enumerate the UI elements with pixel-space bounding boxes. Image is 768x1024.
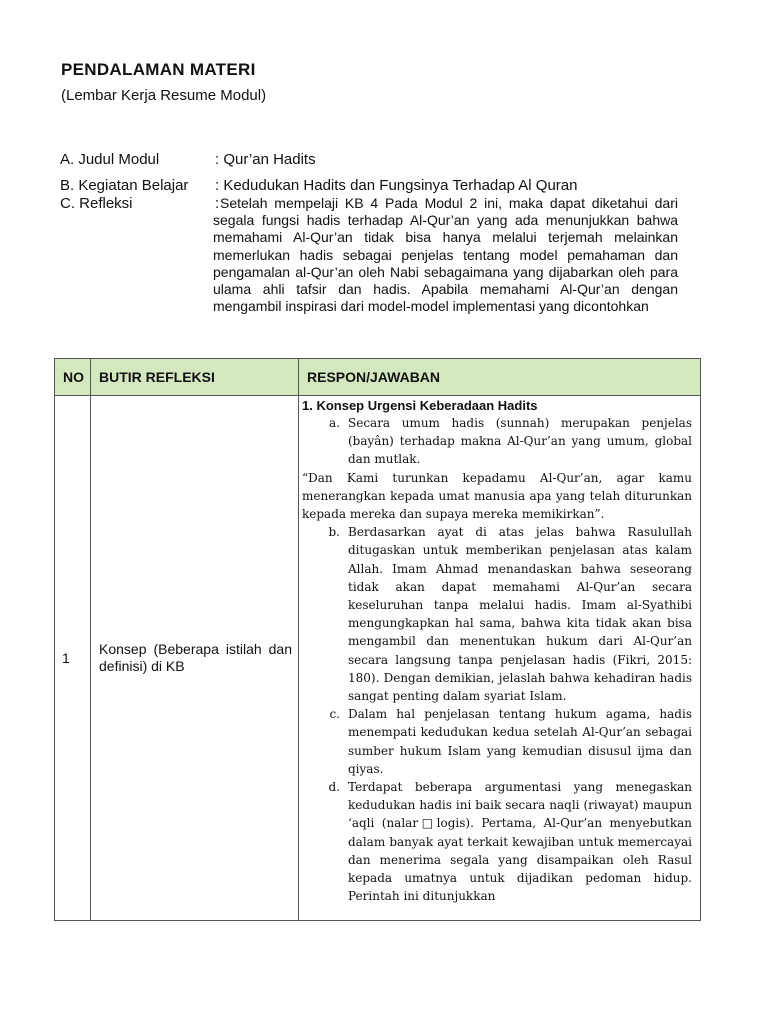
- list-item-text: Dalam hal penjelasan tentang hukum agama, hadis menempati kedudukan kedua setelah Al-Qur’an sebagai sumber hukum Islam yang kemudian disusul ijma dan qiyas.: [348, 707, 692, 776]
- reflection-table: [54, 358, 701, 921]
- header-respon-jawaban: RESPON/JAWABAN: [299, 359, 701, 396]
- list-item-text: Berdasarkan ayat di atas jelas bahwa Rasulullah ditugaskan untuk memberikan penjelasan atas kalam Allah. Imam Ahmad menandaskan bahwa seseorang tidak akan dapat memahami Al-Qur’an secara keseluruhan tanpa melalui hadis. Imam al-Syathibi mengungkapkan hal sama, bahwa kita tidak akan bisa mengambil dan menentukan hukum dari Al-Qur’an secara langsung tanpa penjelasan hadis (Fikri, 2015: 180). Dengan demikian, jelaslah bahwa kehadiran hadis sangat penting dalam syariat Islam.: [348, 525, 692, 704]
- field-refleksi: [60, 195, 219, 212]
- field-label: B. Kegiatan Belajar: [60, 177, 189, 194]
- list-item-text: Terdapat beberapa argumentasi yang menegaskan kedudukan hadis ini baik secara naqli (riwayat) maupun ‘aqli (nalar□logis). Pertama, Al-Qur’an menyebutkan dalam banyak ayat terkait kewajiban untuk memercayai dan menerima segala yang disampaikan oleh Rasul kepada umatnya untuk dijadikan pedoman hidup. Perintah ini ditunjukkan: [348, 780, 692, 904]
- row-response: [299, 396, 701, 921]
- page-subtitle: (Lembar Kerja Resume Modul): [61, 87, 267, 104]
- list-marker: c.: [329, 707, 340, 722]
- table-row: [55, 396, 701, 921]
- field-value: :: [215, 195, 220, 212]
- field-kegiatan-belajar: [60, 177, 577, 194]
- reflection-text: Setelah mempelaji KB 4 Pada Modul 2 ini, maka dapat diketahui dari segala fungsi hadis terhadap Al-Qur’an yang ada menunjukkan bahwa memahami Al-Qur’an tidak bisa hanya melalui terjemah melainkan memerlukan hadis sebagai penjelas tentang model pemahaman dan pengamalan al-Qur’an oleh Nabi sebagaimana yang dijabarkan oleh para ulama ahli tafsir dan hadis. Apabila memahami Al-Qur’an dengan mengambil inspirasi dari model-model implementasi yang dicontohkan: [213, 195, 678, 315]
- field-value: : Qur’an Hadits: [215, 151, 316, 168]
- list-item-text: Secara umum hadis (sunnah) merupakan penjelas (bayân) terhadap makna Al-Qur’an yang umum, global dan mutlak.: [348, 416, 692, 467]
- list-item: [302, 705, 692, 778]
- list-marker: b.: [328, 525, 340, 540]
- header-no: NO: [55, 359, 91, 396]
- header-butir-refleksi: BUTIR REFLEKSI: [91, 359, 299, 396]
- list-item: [302, 523, 692, 705]
- list-marker: a.: [329, 416, 340, 430]
- list-marker: d.: [328, 780, 340, 795]
- list-item: [302, 778, 692, 905]
- field-label: A. Judul Modul: [60, 151, 160, 168]
- table-header-row: [55, 359, 701, 396]
- section-title: 1. Konsep Urgensi Keberadaan Hadits: [302, 398, 538, 413]
- field-label: C. Refleksi: [60, 195, 133, 212]
- list-item: [302, 414, 692, 469]
- row-butir: Konsep (Beberapa istilah dan definisi) di KB: [91, 396, 299, 921]
- field-value: : Kedudukan Hadits dan Fungsinya Terhadap Al Quran: [215, 177, 578, 194]
- field-judul-modul: [60, 151, 316, 168]
- row-number: 1: [55, 396, 91, 921]
- quote-text: “Dan Kami turunkan kepadamu Al-Qur’an, agar kamu menerangkan kepada umat manusia apa yang telah diturunkan kepada mereka dan supaya mereka memikirkan”.: [302, 470, 692, 522]
- reflection-paragraph: [213, 195, 678, 315]
- page-title: PENDALAMAN MATERI: [61, 60, 256, 79]
